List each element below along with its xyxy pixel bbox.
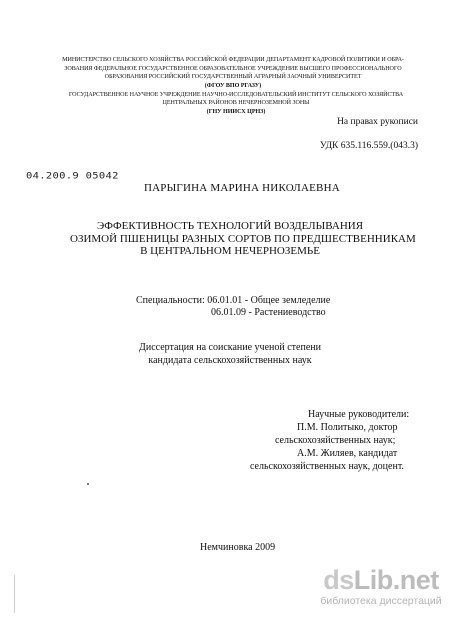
title-line: ЭФФЕКТИВНОСТЬ ТЕХНОЛОГИЙ ВОЗДЕЛЫВАНИЯ [96, 220, 364, 232]
institute-line: ГОСУДАРСТВЕННОЕ НАУЧНОЕ УЧРЕЖДЕНИЕ НАУЧНО-ИССЛЕДОВАТЕЛЬСКИЙ ИНСТИТУТ СЕЛЬСКОГО ХОЗЯЙСТВА [68, 92, 404, 98]
title-line: ОЗИМОЙ ПШЕНИЦЫ РАЗНЫХ СОРТОВ ПО ПРЕДШЕСТВЕННИКАМ [70, 232, 416, 245]
title-line: В ЦЕНТРАЛЬНОМ НЕЧЕРНОЗЕМЬЕ [140, 245, 320, 257]
ministry-line: ОБРАЗОВАНИЯ РОССИЙСКИЙ ГОСУДАРСТВЕННЫЙ АГРАРНЫЙ ЗАОЧНЫЙ УНИВЕРСИТЕТ [104, 74, 362, 81]
institute-abbreviation: (ГНУ НИИСХ ЦРНЗ) [206, 108, 266, 115]
udk-code: УДК 635.116.559.(043.3) [319, 141, 418, 151]
supervisors-heading: Научные руководители: [308, 409, 410, 420]
degree-line: кандидата сельскохозяйственных наук [148, 355, 312, 366]
supervisor-line: П.М. Политыко, доктор [297, 422, 398, 433]
ministry-header [48, 56, 418, 90]
supervisor-line: сельскохозяйственных наук; [275, 435, 396, 446]
university-abbreviation: (ФГОУ ВПО РГАЗУ) [204, 82, 262, 89]
ministry-line: МИНИСТЕРСТВО СЕЛЬСКОГО ХОЗЯЙСТВА РОССИЙСКОЙ ФЕДЕРАЦИИ ДЕПАРТАМЕНТ КАДРОВОЙ ПОЛИТИКИ И ОБРА- [62, 57, 404, 63]
dissertation-title [70, 220, 416, 258]
city-year: Немчиновка 2009 [200, 542, 276, 553]
degree-line: Диссертация на соискание ученой степени [139, 342, 321, 353]
specialty-line-2: 06.01.09 - Растениеводство [211, 307, 326, 318]
watermark-logo [318, 566, 444, 594]
watermark-logo-lib: Lib.net [353, 565, 439, 595]
watermark-logo-ds: ds [323, 565, 354, 595]
watermark-tagline: библиотека диссертаций [320, 595, 442, 607]
supervisors-block [250, 408, 409, 473]
specialty-line-1: Специальности: 06.01.01 - Общее земледелие [136, 295, 331, 306]
scan-speck [87, 483, 89, 485]
institute-line: ЦЕНТРАЛЬНЫХ РАЙОНОВ НЕЧЕРНОЗЕМНОЙ ЗОНЫ [162, 100, 310, 107]
supervisor-line: А.М. Жиляев, кандидат [297, 448, 398, 459]
author-name: ПАРЫГИНА МАРИНА НИКОЛАЕВНА [144, 182, 340, 194]
library-stamp-number: 04.200.9 05042 [26, 170, 119, 182]
supervisor-line: сельскохозяйственных наук, доцент. [250, 461, 404, 472]
degree-statement [100, 341, 360, 367]
scan-edge-mark [14, 575, 15, 613]
dslib-watermark [318, 566, 444, 614]
ministry-line: ЗОВАНИЯ ФЕДЕРАЛЬНОЕ ГОСУДАРСТВЕННОЕ ОБРАЗОВАТЕЛЬНОЕ УЧРЕЖДЕНИЕ ВЫСШЕГО ПРОФЕССИОНАЛЬНОГО [64, 65, 402, 72]
manuscript-rights-note: На правах рукописи [337, 117, 418, 127]
institute-header [56, 91, 416, 116]
